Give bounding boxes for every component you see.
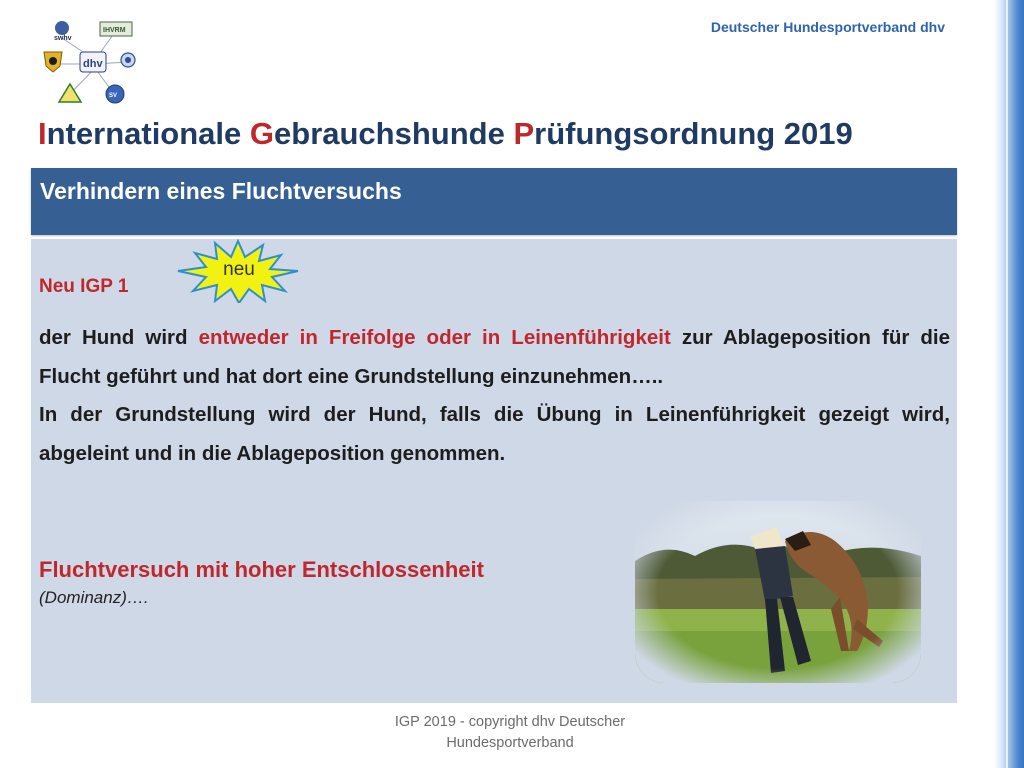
logo-cluster	[40, 18, 150, 110]
subheading: Neu IGP 1	[39, 276, 129, 297]
svg-text:dhv: dhv	[83, 58, 103, 70]
svg-text:IHVRM: IHVRM	[103, 27, 126, 34]
ihvrm-logo	[100, 22, 132, 36]
paragraph-1: der Hund wird entweder in Freifolge oder in Leinenführigkeit zur Ablageposition für die Flucht geführt und hat dort eine Grundstellung einzunehmen…..	[39, 326, 950, 388]
highlight-heading: Fluchtversuch mit hoher Entschlossenheit	[39, 557, 484, 582]
esv-logo	[121, 53, 135, 67]
section-header-bar	[31, 168, 957, 235]
organization-name: Deutscher Hundesportverband dhv	[710, 19, 945, 35]
association-logos	[40, 18, 150, 110]
swhv-logo	[54, 21, 72, 42]
footer-line-1: IGP 2019 - copyright dhv Deutscher	[394, 714, 626, 730]
new-badge-label: neu	[223, 259, 255, 280]
paragraph-2: In der Grundstellung wird der Hund, falls die Übung in Leinenführigkeit gezeigt wird, abgeleint und in die Ablageposition genommen.	[39, 403, 950, 465]
footer-line-2: Hundesportverband	[446, 735, 574, 751]
dog-attack-illustration	[635, 501, 921, 683]
shield-logo	[44, 52, 62, 72]
dhv-logo	[80, 52, 106, 72]
highlight-subtext: (Dominanz)….	[39, 588, 149, 607]
content-panel	[31, 239, 957, 703]
slide-title: Internationale Gebrauchshunde Prüfungsordnung 2019	[38, 116, 853, 151]
body-text	[39, 319, 950, 473]
decorative-edge-strip	[994, 0, 1024, 768]
section-header-text: Verhindern eines Fluchtversuchs	[40, 178, 402, 204]
footer-copyright	[350, 712, 670, 754]
decorative-edge-line	[1006, 0, 1008, 768]
dog-training-photo	[635, 501, 921, 683]
svg-text:SV: SV	[109, 93, 118, 99]
svg-text:swhv: swhv	[54, 35, 72, 42]
sv-logo	[106, 85, 124, 103]
